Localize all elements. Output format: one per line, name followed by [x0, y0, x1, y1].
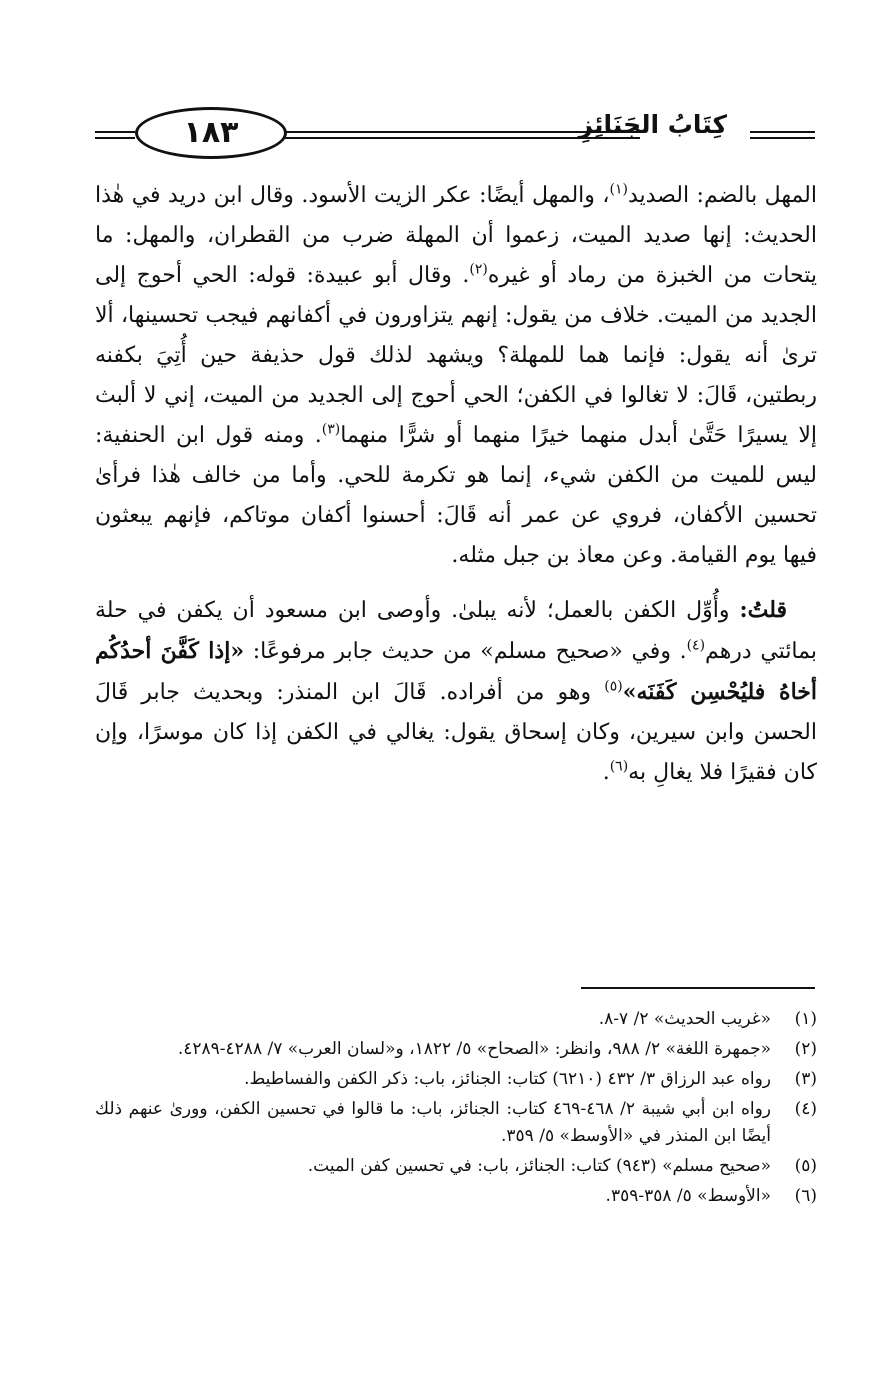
text-run: المهل بالضم: الصديد: [627, 183, 817, 208]
footnote-text: «صحيح مسلم» (٩٤٣) كتاب: الجنائز، باب: في تحسين كفن الميت.: [307, 1156, 771, 1176]
footnote-number: (١): [794, 1009, 817, 1029]
hadith-quote: «إذا كَفَّنَ أحدُكُم أخاهُ فليُحْسِن كَفَنَه»: [95, 638, 817, 705]
footnote: [95, 1036, 817, 1063]
footnote-ref-3: (٣): [321, 421, 341, 438]
paragraph-1: [95, 176, 817, 576]
footnote-number: (٢): [794, 1039, 817, 1059]
footnote-number: (٣): [794, 1069, 817, 1089]
text-run: ، والمهل أيضًا: عكر الزيت الأسود. وقال ابن دريد في هٰذا الحديث: إنها صديد الميت، زعموا أن المهلة ضرب من القطران، والمهل: ما يتحات من الخبزة من رماد أو غيره: [95, 183, 818, 288]
text-run: . وقال أبو عبيدة: قوله: الحي أحوج إلى الجديد من الميت. خلاف من يقول: إنهم يتزاورون في أكفانهم فيجب تحسينها، ألا ترىٰ أنه يقول: فإنما هما للمهلة؟ ويشهد لذلك قول حذيفة حين أُتِيَ بكفنه ربطتين، قَالَ: لا تغالوا في الكفن؛ الحي أحوج إلى الجديد من الميت، إني لا ألبث إلا يسيرًا حَتَّىٰ أبدل منهما خيرًا منهما أو شرًّا منهما: [95, 263, 817, 448]
header-rule-left: [95, 131, 135, 133]
footnote-text: «جمهرة اللغة» ٢/ ٩٨٨، وانظر: «الصحاح» ٥/ ١٨٢٢، و«لسان العرب» ٧/ ٤٢٨٨-٤٢٨٩.: [177, 1039, 771, 1059]
footnote-text: «غريب الحديث» ٢/ ٧-٨.: [598, 1009, 771, 1029]
footnote: [95, 1153, 817, 1180]
footnote: [95, 1066, 817, 1093]
book-title: كِتَابُ الجَنَائِزِ: [578, 110, 727, 139]
header-rule-right: [750, 131, 815, 133]
text-run: . ومنه قول ابن الحنفية: ليس للميت من الكفن شيء، إنما هو تكرمة للحي. وأما من خالف هٰذا فرأىٰ تحسين الأكفان، فروي عن عمر أنه قَالَ: أحسنوا أكفان موتاكم، فإنهم يبعثون فيها يوم القيامة. وعن معاذ بن جبل مثله.: [95, 423, 818, 568]
footnote-number: (٦): [794, 1186, 817, 1206]
footnote-ref-1: (١): [609, 181, 628, 198]
paragraph-2: [95, 590, 817, 793]
footnote-number: (٤): [794, 1099, 817, 1119]
footnote: [95, 1006, 817, 1033]
footnote-ref-2: (٢): [469, 261, 488, 278]
header-rule-right: [750, 137, 815, 139]
text-run: .: [602, 760, 610, 785]
footnote-number: (٥): [794, 1156, 817, 1176]
text-run: وأُوِّل الكفن بالعمل؛ لأنه يبلىٰ. وأوصى ابن مسعود أن يكفن في حلة بمائتي درهم: [95, 598, 817, 664]
main-text: [95, 176, 817, 793]
footnote-text: رواه ابن أبي شيبة ٢/ ٤٦٨-٤٦٩ كتاب: الجنائز، باب: ما قالوا في تحسين الكفن، وورىٰ عنهم ذلك أيضًا ابن المنذر في «الأوسط» ٥/ ٣٥٩.: [95, 1099, 771, 1146]
lead-word: قلتُ:: [739, 597, 787, 623]
footnote-ref-6: (٦): [609, 758, 629, 775]
footnote-ref-4: (٤): [686, 637, 706, 654]
footnote-text: رواه عبد الرزاق ٣/ ٤٣٢ (٦٢١٠) كتاب: الجنائز، باب: ذكر الكفن والفساطيط.: [244, 1069, 771, 1089]
footnote: [95, 1183, 817, 1210]
footnote-ref-5: (٥): [604, 678, 623, 695]
footnote-separator: [581, 987, 815, 989]
text-run: . وفي «صحيح مسلم» من حديث جابر مرفوعًا:: [244, 639, 687, 664]
header-rule-left: [95, 137, 135, 139]
footnote-text: «الأوسط» ٥/ ٣٥٨-٣٥٩.: [605, 1186, 771, 1206]
page-header: [95, 104, 815, 166]
page-number: ١٨٣: [135, 107, 287, 159]
footnote: [95, 1096, 817, 1150]
text-run: وهو من أفراده. قَالَ ابن المنذر: وبحديث جابر قَالَ الحسن وابن سيرين، وكان إسحاق يقول: يغالي في الكفن إذا كان موسرًا، وإن كان فقيرًا فلا يغالِ به: [95, 680, 817, 785]
footnotes: [95, 1006, 817, 1213]
